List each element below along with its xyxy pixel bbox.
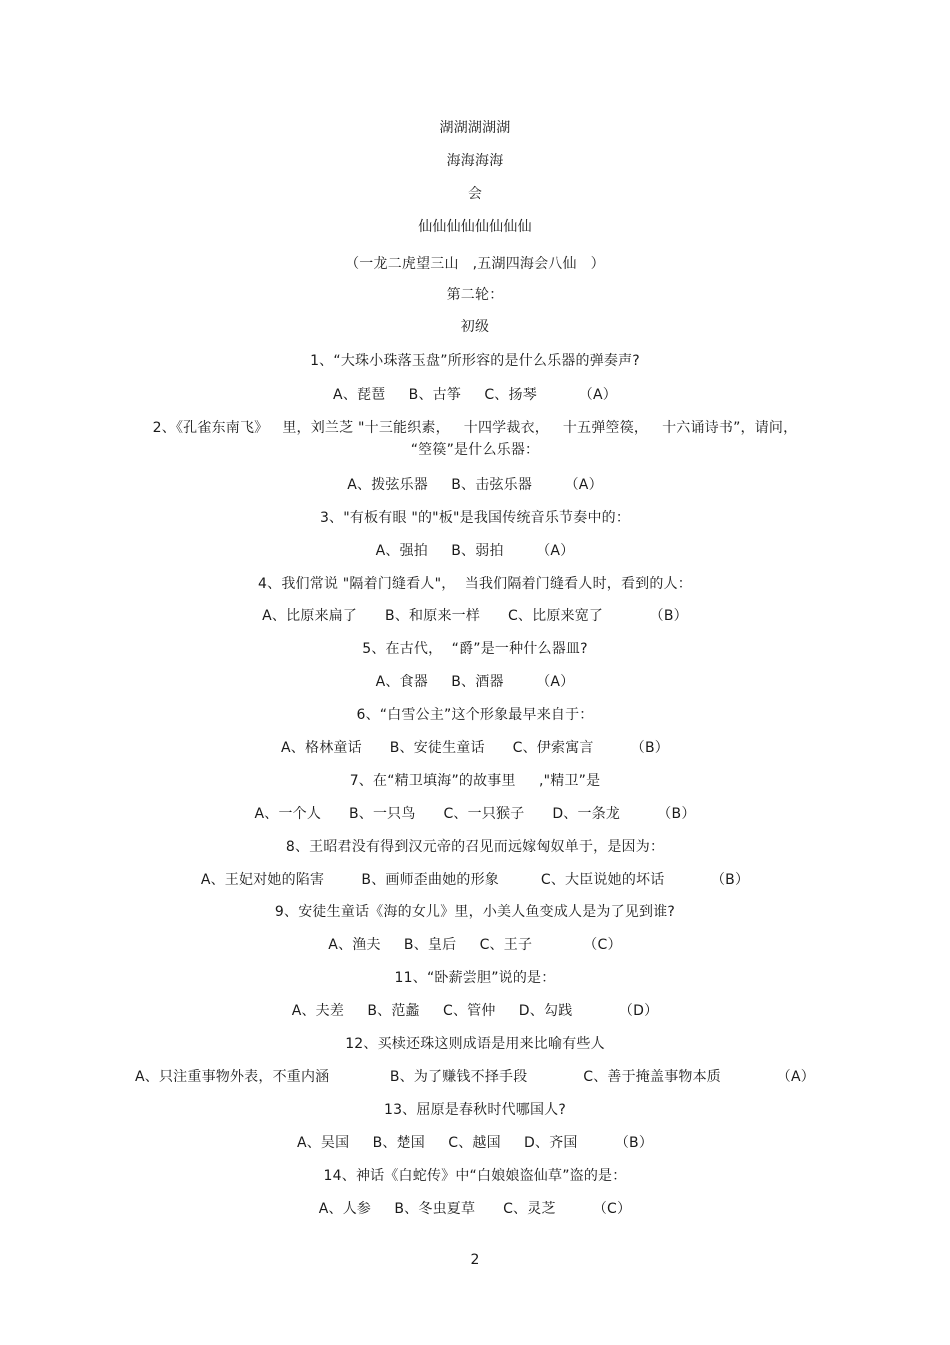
header-line: 会 [467,186,483,202]
question-options: A、吴国 B、楚国 C、越国 D、齐国 （B） [296,1135,654,1151]
question-options: A、琵琶 B、古筝 C、扬琴 （A） [333,387,617,403]
question-text: 2、《孔雀东南飞》 里，刘兰芝 "十三能织素， 十四学裁衣， 十五弹箜篌， 十六诵诗书”，请问， [152,420,798,436]
question-text: 3、"有板有眼 "的"板"是我国传统音乐节奏中的： [319,510,631,526]
question-options: A、渔夫 B、皇后 C、王子 （C） [328,937,622,953]
question-text-continued: “箜篌”是什么乐器： [410,442,540,458]
question-text: 8、王昭君没有得到汉元帝的召见而远嫁匈奴单于，是因为： [285,839,665,855]
question-text: 5、在古代， “爵”是一种什么器皿? [362,641,588,657]
question-text: 11、“卧薪尝胆”说的是： [394,970,556,986]
header-line: 海海海海 [446,153,504,169]
question-text: 9、安徒生童话《海的女儿》里，小美人鱼变成人是为了见到谁? [274,904,676,920]
question-text: 1、“大珠小珠落玉盘”所形容的是什么乐器的弹奏声? [310,353,640,369]
question-text: 6、“白雪公主”这个形象最早来自于： [356,707,594,723]
question-options: A、格林童话 B、安徒生童话 C、伊索寓言 （B） [281,740,669,756]
question-options: A、拨弦乐器 B、击弦乐器 （A） [347,477,603,493]
question-options: A、人参 B、冬虫夏草 C、灵芝 （C） [318,1201,632,1217]
header-line: 湖湖湖湖湖 [439,120,511,136]
question-options: A、强拍 B、弱拍 （A） [375,543,575,559]
question-text: 14、神话《白蛇传》中“白娘娘盗仙草”盗的是： [323,1168,627,1184]
question-text: 12、买椟还珠这则成语是用来比喻有些人 [345,1036,605,1052]
question-text: 7、在“精卫填海”的故事里 ,"精卫”是 [349,773,601,789]
header-line: （一龙二虎望三山 ,五湖四海会八仙 ） [345,256,605,272]
question-options: A、一个人 B、一只鸟 C、一只猴子 D、一条龙 （B） [254,806,696,822]
question-text: 13、屈原是春秋时代哪国人? [383,1102,567,1118]
question-options: A、王妃对她的陷害 B、画师歪曲她的形象 C、大臣说她的坏话 （B） [200,872,750,888]
header-line: 仙仙仙仙仙仙仙仙 [418,219,532,235]
question-options: A、夫差 B、范蠡 C、管仲 D、勾践 （D） [291,1003,659,1019]
level-title: 初级 [460,319,490,335]
question-options: A、食器 B、酒器 （A） [375,674,575,690]
round-title: 第二轮： [446,287,504,303]
question-options: A、只注重事物外表，不重内涵 B、为了赚钱不择手段 C、善于掩盖事物本质 （A） [135,1069,815,1085]
question-options: A、比原来扁了 B、和原来一样 C、比原来宽了 （B） [262,608,688,624]
page-number: 2 [470,1252,480,1268]
question-text: 4、我们常说 "隔着门缝看人"， 当我们隔着门缝看人时，看到的人： [258,576,692,592]
